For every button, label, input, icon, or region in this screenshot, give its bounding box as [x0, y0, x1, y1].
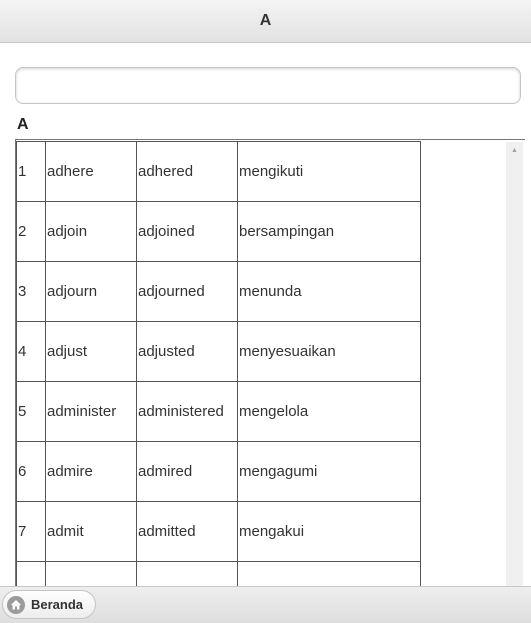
verb-past-cell: adjusted [137, 322, 238, 382]
verb-past-cell: administered [137, 382, 238, 442]
meaning-cell: mengelola [238, 382, 421, 442]
home-button-label: Beranda [31, 597, 84, 612]
verb-base-cell [46, 562, 137, 590]
word-table-container[interactable] [15, 139, 525, 589]
verb-base-cell: adjourn [46, 262, 137, 322]
table-row [17, 382, 421, 442]
scroll-up-arrow-icon[interactable]: ▲ [511, 146, 518, 154]
verb-past-cell: admitted [137, 502, 238, 562]
row-number: 7 [17, 502, 46, 562]
verb-base-cell: adjust [46, 322, 137, 382]
home-button[interactable] [2, 590, 96, 619]
verb-base-cell: adjoin [46, 202, 137, 262]
table-row [17, 442, 421, 502]
word-table [16, 141, 421, 589]
meaning-cell: mengikuti [238, 142, 421, 202]
meaning-cell: menyesuaikan [238, 322, 421, 382]
table-row [17, 562, 421, 590]
row-number: 5 [17, 382, 46, 442]
vertical-scrollbar[interactable] [506, 142, 523, 588]
search-input[interactable] [15, 67, 521, 104]
table-row [17, 262, 421, 322]
verb-base-cell: admire [46, 442, 137, 502]
word-table-body [17, 142, 421, 590]
verb-base-cell: admit [46, 502, 137, 562]
home-icon [7, 596, 25, 614]
footer-bar [0, 586, 531, 623]
section-heading: A [17, 116, 29, 133]
meaning-cell [238, 562, 421, 590]
verb-base-cell: adhere [46, 142, 137, 202]
table-row [17, 322, 421, 382]
row-number: 4 [17, 322, 46, 382]
row-number: 6 [17, 442, 46, 502]
row-number: 1 [17, 142, 46, 202]
row-number: 2 [17, 202, 46, 262]
meaning-cell: menunda [238, 262, 421, 322]
table-row [17, 142, 421, 202]
meaning-cell: bersampingan [238, 202, 421, 262]
table-row [17, 502, 421, 562]
verb-base-cell: administer [46, 382, 137, 442]
row-number: 3 [17, 262, 46, 322]
verb-past-cell: adhered [137, 142, 238, 202]
meaning-cell: mengagumi [238, 442, 421, 502]
header-bar [0, 0, 531, 43]
verb-past-cell [137, 562, 238, 590]
meaning-cell: mengakui [238, 502, 421, 562]
table-row [17, 202, 421, 262]
verb-past-cell: admired [137, 442, 238, 502]
verb-past-cell: adjoined [137, 202, 238, 262]
page-title: A [259, 12, 272, 29]
verb-past-cell: adjourned [137, 262, 238, 322]
row-number [17, 562, 46, 590]
